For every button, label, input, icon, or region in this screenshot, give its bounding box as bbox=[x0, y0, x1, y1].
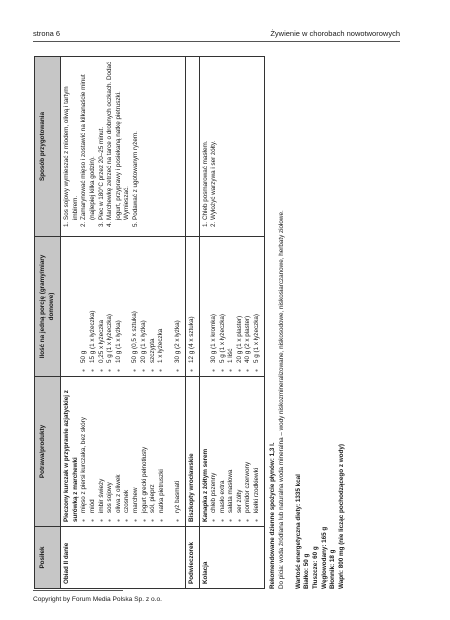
page-number: strona 6 bbox=[33, 29, 61, 38]
table-row-podwieczorek bbox=[185, 57, 199, 589]
preparation-step: 1. Sos sojowy wymieszać z miodem, oliwą i tartym imbirem. bbox=[63, 61, 80, 220]
col-header-meal: Posiłek bbox=[35, 527, 61, 589]
col-header-dish: Potrawa/produkty bbox=[35, 377, 61, 527]
amount: ● 50 g (0,5 x sztuka) bbox=[131, 241, 140, 372]
preparation-step: 5. Podawać z ugotowanym ryżem. bbox=[132, 61, 141, 220]
preparation-step: 3. Piec w 180°C przez 20–25 minut. bbox=[98, 61, 107, 220]
nutrient-list bbox=[303, 57, 346, 589]
ingredient: ● sos sojowy bbox=[106, 381, 115, 522]
copyright: Copyright by Forum Media Polska Sp. z o.o. bbox=[33, 596, 162, 603]
ingredient: ● masło extra bbox=[219, 381, 228, 522]
nutrient-fiber: Błonnik: 18 g bbox=[329, 549, 337, 589]
ingredient-list bbox=[210, 381, 262, 522]
meal-plan-table bbox=[34, 56, 265, 589]
ingredient: ● sól, pieprz bbox=[149, 381, 158, 522]
ingredient: ● jogurt grecki pełnotłusty bbox=[141, 381, 150, 522]
col-header-amount: Ilość na jedną porcję (gramy/miary domowe) bbox=[35, 237, 61, 377]
preparation-step: 1. Chleb posmarować masłem. bbox=[202, 61, 211, 220]
nutrient-protein: Białko: 50 g bbox=[303, 553, 311, 589]
ingredient: ● mięso z piersi kurczaka, bez skóry bbox=[80, 381, 89, 522]
preparation-cell bbox=[185, 57, 199, 237]
ingredient: ● pomidor czerwony bbox=[244, 381, 253, 522]
header-divider bbox=[33, 41, 400, 42]
amount-list bbox=[80, 241, 182, 372]
amount-cell bbox=[199, 237, 264, 377]
energy-value: Wartość energetyczna diety: 1335 kcal bbox=[294, 474, 302, 589]
preparation-cell bbox=[199, 57, 264, 237]
nutrient-calcium: Wapń: 800 mg (nie licząc pochodzącego z wody) bbox=[337, 444, 345, 589]
nutrient-fat: Tłuszcze: 60 g bbox=[312, 546, 320, 589]
nutrient-carbs: Węglowodany: 165 g bbox=[320, 526, 328, 589]
ingredient: ● sałata masłowa bbox=[227, 381, 236, 522]
preparation-step: 2. Zamarynować mięso i zostawić na kilkanaście minut (najlepiej kilka godzin). bbox=[80, 61, 97, 220]
amount: ● szczypta bbox=[149, 241, 158, 372]
dish-cell bbox=[61, 377, 186, 527]
amount: ● 1 x łyżeczka bbox=[157, 241, 166, 372]
amount: ● 20 g (1 x plaster) bbox=[236, 241, 245, 372]
ingredient: ● oliwa z oliwek bbox=[115, 381, 124, 522]
table-row-kolacja bbox=[199, 57, 264, 589]
dish-cell bbox=[199, 377, 264, 527]
ingredient: ● ser żółty bbox=[236, 381, 245, 522]
amount: ● 5 g (1 x łyżeczka) bbox=[253, 241, 262, 372]
footer-divider bbox=[33, 590, 123, 591]
amount: ● 40 g (2 x plaster) bbox=[244, 241, 253, 372]
page-header bbox=[33, 27, 400, 41]
amount: ● 1 liść bbox=[227, 241, 236, 372]
amount-cell bbox=[185, 237, 199, 377]
meal-name: Kolacja bbox=[199, 527, 264, 589]
amount-cell bbox=[61, 237, 186, 377]
meal-name: Obiad II danie bbox=[61, 527, 186, 589]
dish-name: Biszkopty wrocławskie bbox=[185, 377, 199, 527]
table-header-row bbox=[35, 57, 61, 589]
amount: ● 30 g (1 x kromka) bbox=[210, 241, 219, 372]
meal-name: Podwieczorek bbox=[185, 527, 199, 589]
dish-name: Kanapka z żółtym serem bbox=[201, 448, 209, 522]
ingredient: ● kiełki rzodkiewki bbox=[253, 381, 262, 522]
running-title: Żywienie w chorobach nowotworowych bbox=[270, 29, 400, 38]
preparation-steps bbox=[202, 61, 219, 232]
ingredient: ● chleb pszenny bbox=[210, 381, 219, 522]
ingredient: ● natka pietruszki bbox=[158, 381, 167, 522]
preparation-steps bbox=[63, 61, 140, 232]
ingredient: ● czosnek bbox=[123, 381, 132, 522]
table-row-obiad bbox=[61, 57, 186, 589]
amount: ● 5 g (1 x łyżeczka) bbox=[106, 241, 115, 372]
dish-name: Pieczony kurczak w przyprawie azjatyckiej z surówką z marchewki bbox=[63, 390, 79, 522]
amount: ● 30 g (2 x łyżka) bbox=[174, 241, 183, 372]
preparation-step: 4. Marchewkę zetrzeć na tarce o drobnych oczkach. Dodać jogurt, przyprawy i posiekaną natkę pietruszki. Wymieszać. bbox=[106, 61, 132, 220]
amount: ● 12 g (4 x sztuka) bbox=[188, 241, 197, 372]
ingredient: ● imbir świeży bbox=[98, 381, 107, 522]
diet-notes bbox=[269, 57, 347, 589]
amount-list bbox=[210, 241, 262, 372]
rotated-content bbox=[34, 57, 399, 589]
preparation-cell bbox=[61, 57, 186, 237]
amount: ● 20 g (1 x łyżka) bbox=[140, 241, 149, 372]
col-header-preparation: Sposób przygotowania bbox=[35, 57, 61, 237]
ingredient-list bbox=[80, 381, 183, 522]
preparation-step: 2. Wyłożyć warzywa i ser żółty. bbox=[210, 61, 219, 220]
ingredient: ● ryż basmati bbox=[174, 381, 183, 522]
amount: ● 0,25 x łyżeczka bbox=[98, 241, 107, 372]
drinks-note: Do picia: woda źródlana lub naturalna woda mineralna – wody niskozmineralizowane, niskosodowe, niskosiarczanowe, herbaty ziołowe. bbox=[278, 210, 286, 589]
fluid-recommendation: Rekomendowane dzienne spożycie płynów: 1,3 l. bbox=[268, 442, 276, 589]
amount: ● 5 g (1 x łyżeczka) bbox=[219, 241, 228, 372]
amount: ● 50 g bbox=[80, 241, 89, 372]
ingredient: ● marchew bbox=[132, 381, 141, 522]
amount: ● 15 g (1 x łyżeczka) bbox=[89, 241, 98, 372]
ingredient: ● miód bbox=[89, 381, 98, 522]
amount: ● 10 g (1 x łyżka) bbox=[115, 241, 124, 372]
